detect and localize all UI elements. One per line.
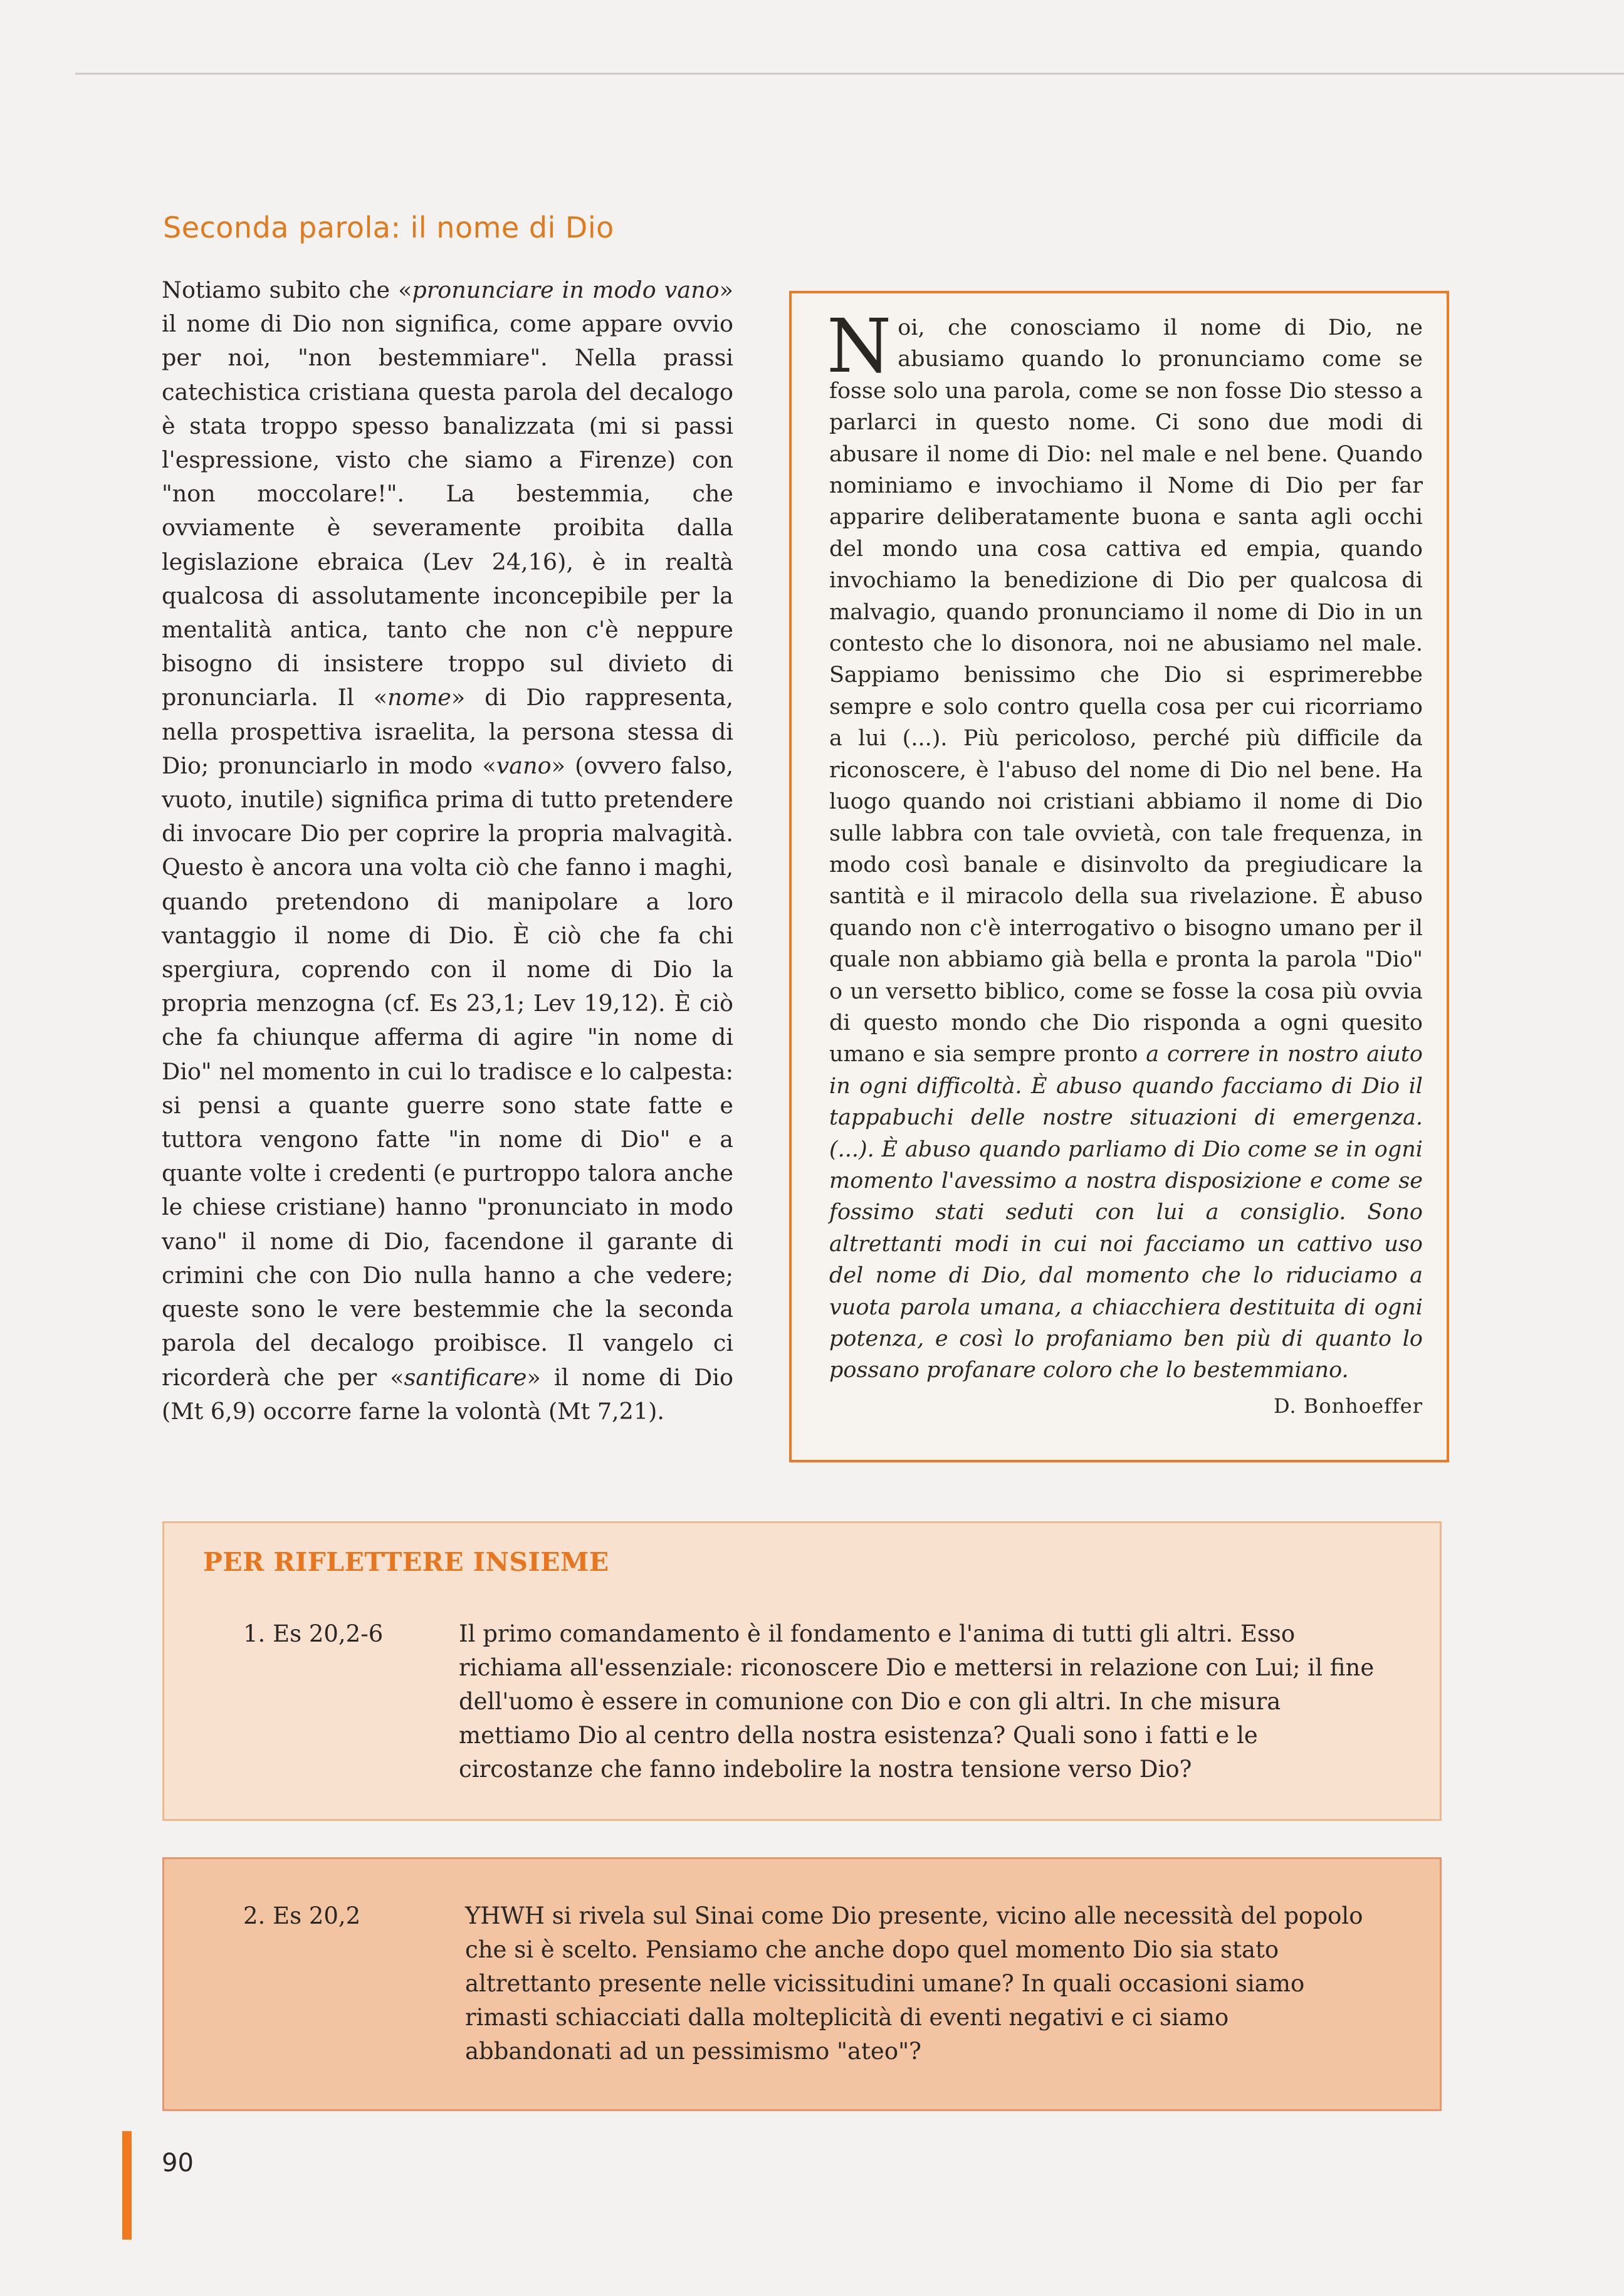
text-run-italic: santificare	[404, 1363, 527, 1391]
main-column-text	[162, 273, 733, 1428]
text-run: Notiamo subito che «	[162, 276, 412, 303]
reflect-question-box	[162, 1857, 1442, 2111]
reflect-title: PER RIFLETTERE INSIEME	[203, 1547, 609, 1577]
text-run-italic: vano	[496, 752, 552, 779]
text-run: » di Dio rappresenta, nella prospettiva israelita, la persona stessa di Dio; pronunciarlo in modo «	[162, 684, 733, 779]
quote-author: D. Bonhoeffer	[1274, 1393, 1423, 1418]
section-title: Seconda parola: il nome di Dio	[163, 211, 614, 244]
reflect-box	[162, 1521, 1442, 1821]
quote-paragraph	[827, 303, 1423, 1387]
drop-cap: N	[827, 303, 892, 389]
text-run: » (ovvero falso, vuoto, inutile) significa prima di tutto pretendere di invocare Dio per coprire la propria malvagità. Questo è ancora una volta ciò che fanno i maghi, quando pretendono di manipolare a loro vantaggio il nome di Dio. È ciò che fa chi spergiura, coprendo con il nome di Dio la propria menzogna (cf. Es 23,1; Lev 19,12). È ciò che fa chiunque afferma di agire "in nome di Dio" nel momento in cui lo tradisce e lo calpesta: si pensi a quante guerre sono state fatte e tuttora vengono fatte "in nome di Dio" e a quante volte i credenti (e purtroppo talora anche le chiese cristiane) hanno "pronunciato in modo vano" il nome di Dio, facendone il garante di crimini che con Dio nulla hanno a che vedere; queste sono le vere bestemmie che la seconda parola del decalogo proibisce. Il vangelo ci ricorderà che per «	[162, 752, 733, 1391]
text-run: » il nome di Dio non significa, come appare ovvio per noi, "non bestemmiare". Nella prassi catechistica cristiana questa parola del decalogo è stata troppo spesso banalizzata (mi si passi l'espressione, visto che siamo a Firenze) con "non moccolare!". La bestemmia, che ovviamente è severamente proibita dalla legislazione ebraica (Lev 24,16), è in realtà qualcosa di assolutamente inconcepibile per la mentalità antica, tanto che non c'è neppure bisogno di insistere troppo sul divieto di pronunciarla. Il «	[162, 276, 733, 711]
bonhoeffer-quote-box	[789, 291, 1449, 1462]
reflect-item-text: YHWH si rivela sul Sinai come Dio presente, vicino alle necessità del popolo che si è scelto. Pensiamo che anche dopo quel momento Dio sia stato altrettanto presente nelle vicissitudini umane? In quali occasioni siamo rimasti schiacciati dalla molteplicità di eventi negativi e ci siamo abbandonati ad un pessimismo "ateo"?	[465, 1902, 1363, 2065]
quote-text: oi, che conosciamo il nome di Dio, ne abusiamo quando lo pronunciamo come se fosse solo una parola, come se non fosse Dio stesso a parlarci in questo nome. Ci sono due modi di abusare il nome di Dio: nel male e nel bene. Quando nominiamo e invochiamo il Nome di Dio per far apparire deliberatamente buona e santa agli occhi del mondo una cosa cattiva ed empia, quando invochiamo la benedizione di Dio per qualcosa di malvagio, quando pronunciamo il nome di Dio in un contesto che lo disonora, noi ne abusiamo nel male. Sappiamo benissimo che Dio si esprimerebbe sempre e solo contro quella cosa per cui ricorriamo a lui (...). Più pericoloso, perché più difficile da riconoscere, è l'abuso del nome di Dio nel bene. Ha luogo quando noi cristiani abbiamo il nome di Dio sulle labbra con tale ovvietà, con tale frequenza, in modo così banale e disinvolto da pregiudicare la santità e il miracolo della sua rivelazione. È abuso quando non c'è interrogativo o bisogno umano per il quale non abbiamo già bella e pronta la parola "Dio" o un versetto biblico, come se fosse la cosa più ovvia di questo mondo che Dio risponda a ogni quesito umano e sia sempre pronto	[829, 315, 1423, 1067]
main-paragraph	[162, 273, 733, 1428]
text-run-italic: nome	[387, 684, 451, 711]
reflect-item-ref: 2. Es 20,2	[243, 1902, 361, 1929]
text-run: » il nome di Dio (Mt 6,9) occorre farne la volontà (Mt 7,21).	[162, 1363, 734, 1425]
quote-text-italic: a correre in nostro aiuto in ogni difficoltà. È abuso quando facciamo di Dio il tappabuchi delle nostre situazioni di emergenza. (...). È abuso quando parliamo di Dio come se in ogni momento l'avessimo a nostra disposizione e come se fossimo stati seduti con lui a consiglio. Sono altrettanti modi in cui noi facciamo un cattivo uso del nome di Dio, dal momento che lo riduciamo a vuota parola umana, a chiacchiera destituita di ogni potenza, e così lo profaniamo ben più di quanto lo possano profanare coloro che lo bestemmiano.	[829, 1042, 1423, 1383]
page-number-bar	[122, 2131, 132, 2240]
page-top-rule	[75, 73, 1624, 75]
text-run-italic: pronunciare in modo vano	[412, 276, 720, 303]
reflect-item-ref: 1. Es 20,2-6	[243, 1620, 384, 1647]
page-number: 90	[162, 2149, 194, 2178]
reflect-item-text: Il primo comandamento è il fondamento e l'anima di tutti gli altri. Esso richiama all'essenziale: riconoscere Dio e mettersi in relazione con Lui; il fine dell'uomo è essere in comunione con Dio e con gli altri. In che misura mettiamo Dio al centro della nostra esistenza? Quali sono i fatti e le circostanze che fanno indebolire la nostra tensione verso Dio?	[459, 1620, 1375, 1783]
